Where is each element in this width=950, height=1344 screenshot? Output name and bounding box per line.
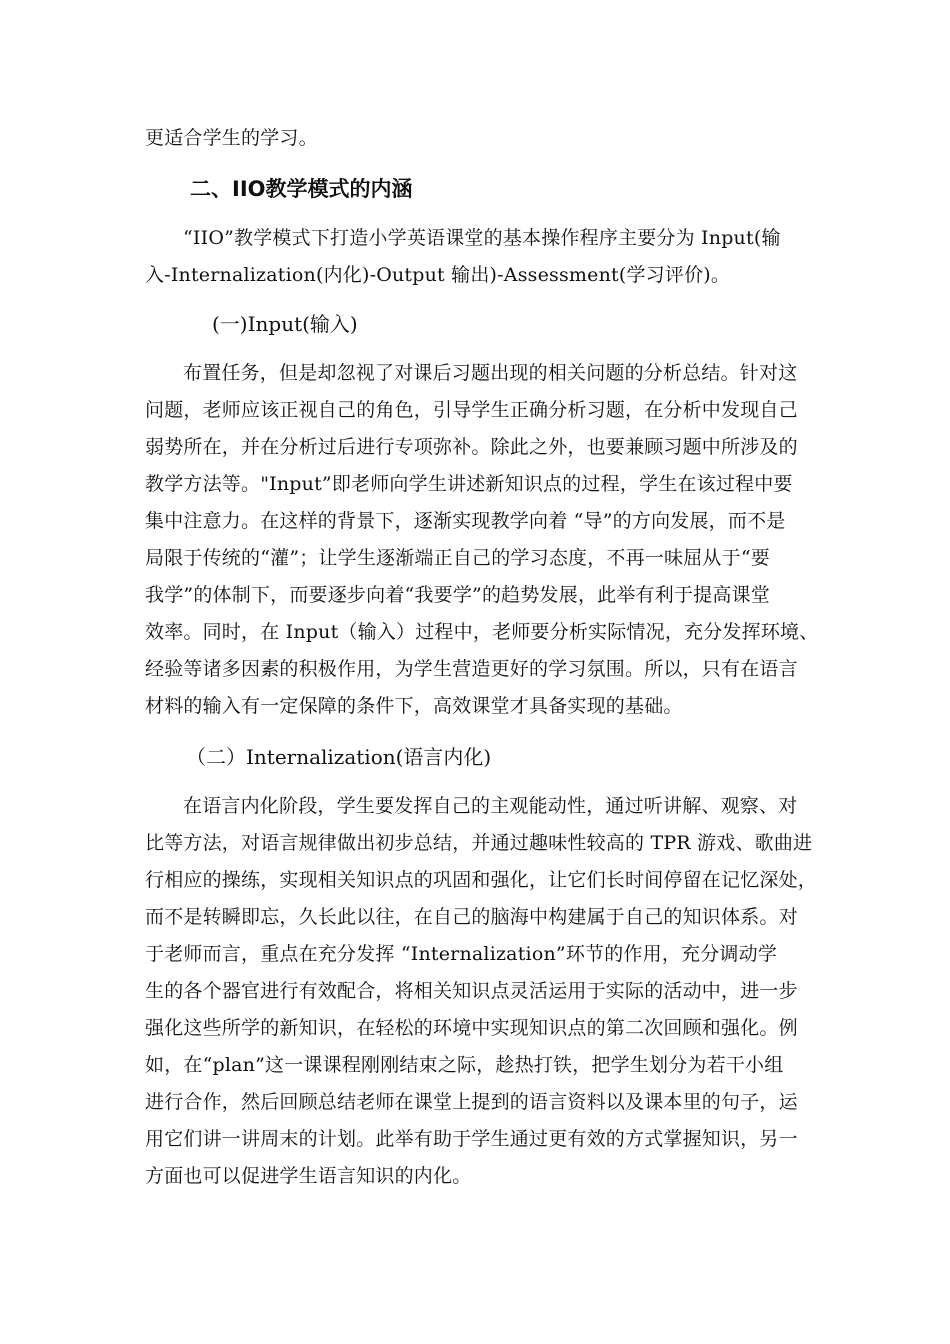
sub2-para-line-4: 而不是转瞬即忘，久长此以往，在自己的脑海中构建属于自己的知识体系。对 <box>145 906 798 928</box>
sub1-para-line-3: 弱势所在，并在分析过后进行专项弥补。除此之外，也要兼顾习题中所涉及的 <box>145 436 798 458</box>
intro-line: 更适合学生的学习。 <box>145 127 318 149</box>
sub1-para-line-2: 问题，老师应该正视自己的角色，引导学生正确分析习题，在分析中发现自己 <box>145 399 798 421</box>
sub2-para-line-5: 于老师而言，重点在充分发挥 “Internalization”环节的作用，充分调动学 <box>145 943 778 965</box>
section-heading-2: 二、IIO教学模式的内涵 <box>190 177 413 201</box>
sub2-para-line-1: 在语言内化阶段，学生要发挥自己的主观能动性，通过听讲解、观察、对 <box>183 795 798 817</box>
sub2-para-line-11: 方面也可以促进学生语言知识的内化。 <box>145 1165 472 1187</box>
subsection-heading-internalization: （二）Internalization(语言内化) <box>186 745 492 769</box>
sub1-para-line-4: 教学方法等。"Input”即老师向学生讲述新知识点的过程，学生在该过程中要 <box>145 473 793 495</box>
subsection-heading-input: (一)Input(输入) <box>212 312 358 336</box>
sub2-para-line-10: 用它们讲一讲周末的计划。此举有助于学生通过更有效的方式掌握知识，另一 <box>145 1128 798 1150</box>
sub2-para-line-3: 行相应的操练，实现相关知识点的巩固和强化，让它们长时间停留在记忆深处， <box>145 869 818 891</box>
sub1-para-line-1: 布置任务，但是却忽视了对课后习题出现的相关问题的分析总结。针对这 <box>183 362 798 384</box>
sub2-para-line-8: 如，在“plan”这一课课程刚刚结束之际，趁热打铁，把学生划分为若干小组 <box>145 1054 784 1076</box>
sub1-para-line-10: 材料的输入有一定保障的条件下，高效课堂才具备实现的基础。 <box>145 695 683 717</box>
sub1-para-line-6: 局限于传统的“灌”；让学生逐渐端正自己的学习态度，不再一味屈从于“要 <box>145 547 770 569</box>
sub2-para-line-6: 生的各个器官进行有效配合，将相关知识点灵活运用于实际的活动中，进一步 <box>145 980 798 1002</box>
sub1-para-line-5: 集中注意力。在这样的背景下，逐渐实现教学向着 “导”的方向发展，而不是 <box>145 510 786 532</box>
sub1-para-line-9: 经验等诸多因素的积极作用，为学生营造更好的学习氛围。所以，只有在语言 <box>145 658 798 680</box>
sub2-para-line-7: 强化这些所学的新知识，在轻松的环境中实现知识点的第二次回顾和强化。例 <box>145 1017 798 1039</box>
section2-para-line-1: “IIO”教学模式下打造小学英语课堂的基本操作程序主要分为 Input(输 <box>183 227 781 249</box>
sub1-para-line-8: 效率。同时，在 Input（输入）过程中，老师要分析实际情况，充分发挥环境、 <box>145 621 819 643</box>
sub1-para-line-7: 我学”的体制下，而要逐步向着“我要学”的趋势发展，此举有利于提高课堂 <box>145 584 770 606</box>
sub2-para-line-2: 比等方法，对语言规律做出初步总结，并通过趣味性较高的 TPR 游戏、歌曲进 <box>145 832 813 854</box>
sub2-para-line-9: 进行合作，然后回顾总结老师在课堂上提到的语言资料以及课本里的句子，运 <box>145 1091 798 1113</box>
section2-para-line-2: 入-Internalization(内化)-Output 输出)-Assessment(学习评价)。 <box>145 264 731 286</box>
